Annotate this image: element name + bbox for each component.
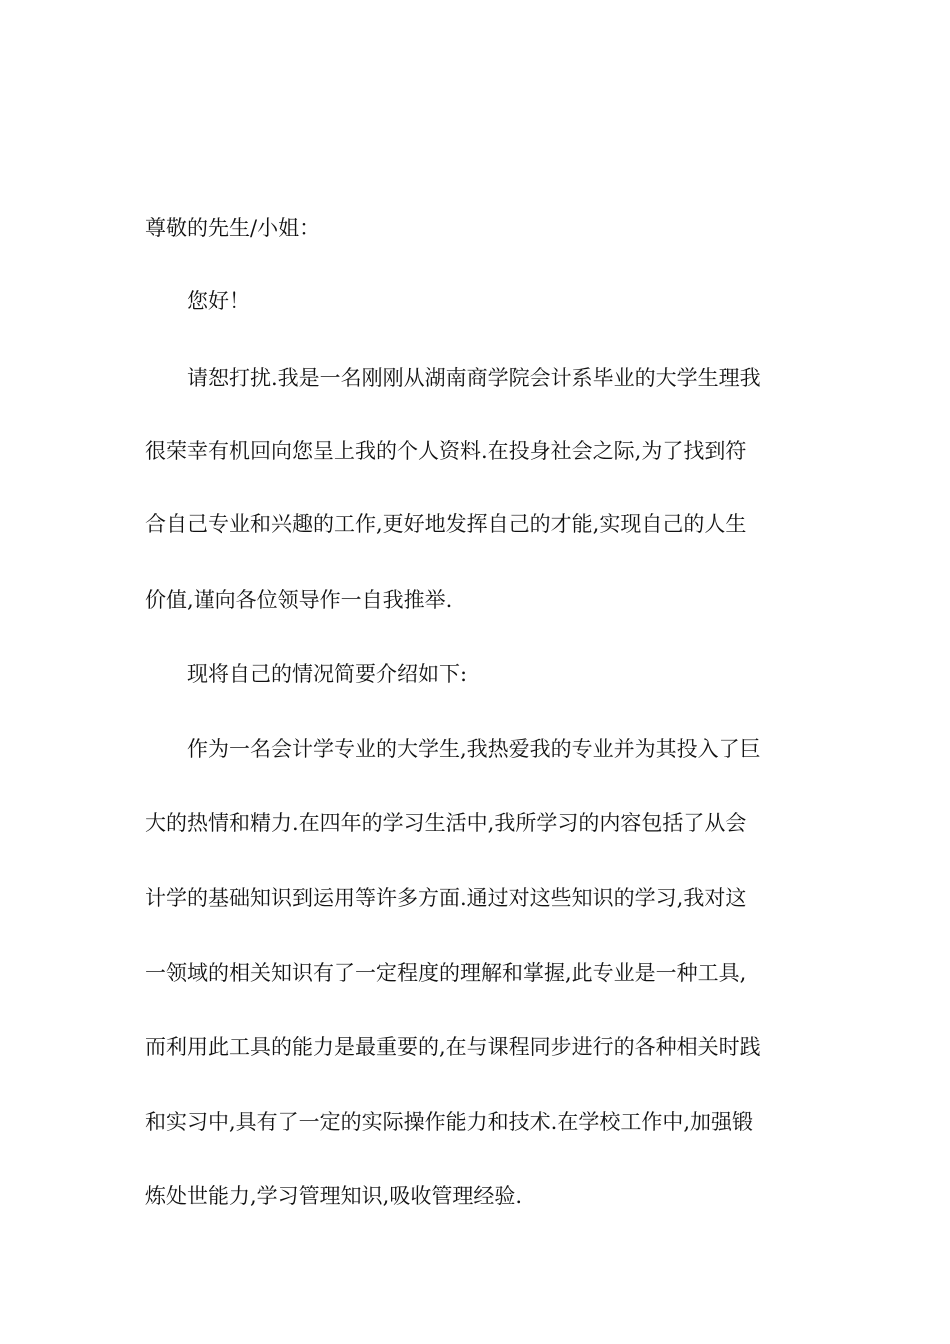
greeting: 您好！ (187, 289, 250, 313)
salutation: 尊敬的先生/小姐： (145, 216, 321, 240)
paragraph-line: 计学的基础知识到运用等许多方面.通过对这些知识的学习,我对这 (145, 886, 747, 910)
paragraph-line: 和实习中,具有了一定的实际操作能力和技术.在学校工作中,加强锻 (145, 1110, 754, 1134)
paragraph-line: 很荣幸有机回向您呈上我的个人资料.在投身社会之际,为了找到符 (145, 439, 747, 463)
paragraph-line: 炼处世能力,学习管理知识,吸收管理经验. (145, 1184, 523, 1208)
paragraph-line: 大的热情和精力.在四年的学习生活中,我所学习的内容包括了从会 (145, 811, 747, 835)
paragraph-line: 请恕打扰.我是一名刚刚从湖南商学院会计系毕业的大学生理我 (187, 366, 761, 390)
paragraph-line: 现将自己的情况简要介绍如下: (187, 662, 468, 686)
paragraph-line: 一领域的相关知识有了一定程度的理解和掌握,此专业是一种工具, (145, 961, 747, 985)
paragraph-line: 价值,谨向各位领导作一自我推举. (145, 588, 453, 612)
paragraph-line: 而利用此工具的能力是最重要的,在与课程同步进行的各种相关时践 (145, 1035, 761, 1059)
paragraph-line: 合自己专业和兴趣的工作,更好地发挥自己的才能,实现自己的人生 (145, 512, 747, 536)
paragraph-line: 作为一名会计学专业的大学生,我热爱我的专业并为其投入了巨 (187, 737, 761, 761)
